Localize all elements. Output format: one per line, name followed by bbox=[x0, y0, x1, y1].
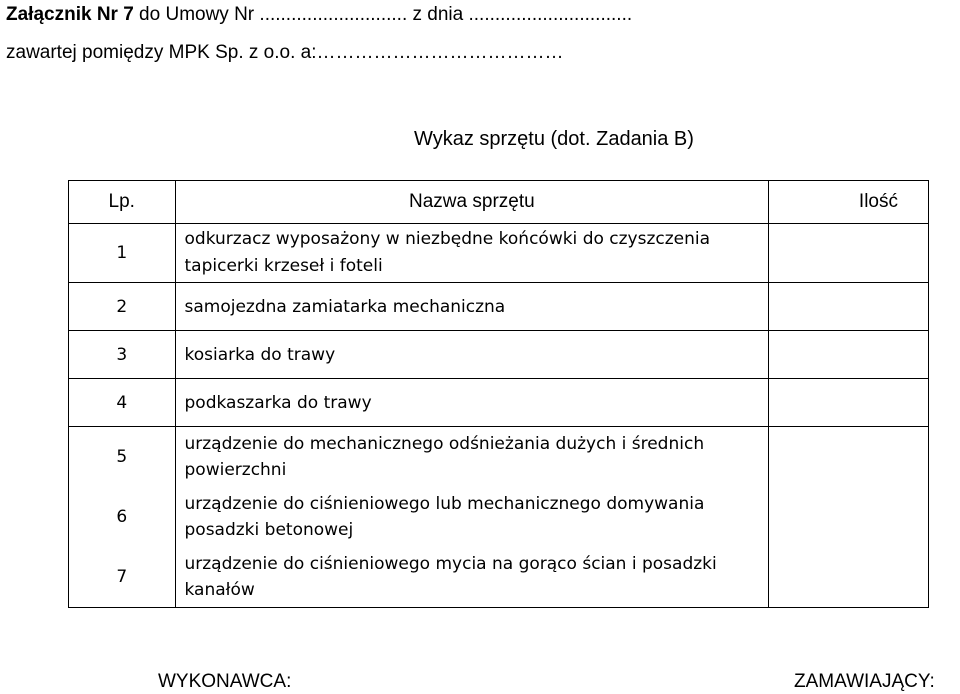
contractor-label: WYKONAWCA: bbox=[158, 671, 292, 692]
row-lp: 5 bbox=[116, 447, 128, 467]
column-header-lp: Lp. bbox=[69, 181, 176, 224]
column-header-name: Nazwa sprzętu bbox=[175, 181, 769, 224]
client-label: ZAMAWIAJĄCY: bbox=[794, 671, 935, 692]
row-name: odkurzacz wyposażony w niezbędne końcówki do czyszczenia tapicerki krzeseł i foteli bbox=[175, 224, 769, 283]
column-header-qty: Ilość bbox=[769, 181, 929, 224]
row-lp: 2 bbox=[69, 283, 176, 331]
table-row-group bbox=[69, 427, 929, 608]
row-lp: 3 bbox=[69, 331, 176, 379]
row-name-group bbox=[175, 427, 769, 608]
row-name: samojezdna zamiatarka mechaniczna bbox=[175, 283, 769, 331]
document-title: Wykaz sprzętu (dot. Zadania B) bbox=[414, 128, 694, 150]
annex-number: Załącznik Nr 7 bbox=[6, 4, 134, 25]
contract-reference: do Umowy Nr ............................ z dnia ............................... bbox=[133, 4, 633, 25]
row-name: urządzenie do ciśnieniowego mycia na gorąco ścian i posadzki kanałów bbox=[184, 554, 717, 600]
row-lp: 7 bbox=[116, 567, 128, 587]
row-qty-cell bbox=[769, 427, 929, 608]
row-name: urządzenie do ciśnieniowego lub mechanicznego domywania posadzki betonowej bbox=[184, 494, 705, 540]
row-qty-cell bbox=[769, 379, 929, 427]
table-row bbox=[69, 331, 929, 379]
row-lp: 1 bbox=[69, 224, 176, 283]
row-name: kosiarka do trawy bbox=[175, 331, 769, 379]
header-line-2: zawartej pomiędzy MPK Sp. z o.o. a:………………………………… bbox=[6, 42, 564, 63]
table-row bbox=[69, 224, 929, 283]
row-lp: 4 bbox=[69, 379, 176, 427]
row-lp-group bbox=[69, 427, 176, 608]
header-line-1 bbox=[6, 4, 632, 26]
table-row bbox=[69, 283, 929, 331]
row-qty-cell bbox=[769, 331, 929, 379]
table-row bbox=[69, 379, 929, 427]
row-qty-cell bbox=[769, 224, 929, 283]
row-name: podkaszarka do trawy bbox=[175, 379, 769, 427]
table-header-row bbox=[69, 181, 929, 224]
row-qty-cell bbox=[769, 283, 929, 331]
equipment-table bbox=[68, 180, 929, 608]
row-lp: 6 bbox=[116, 507, 128, 527]
row-name: urządzenie do mechanicznego odśnieżania dużych i średnich powierzchni bbox=[184, 434, 705, 480]
